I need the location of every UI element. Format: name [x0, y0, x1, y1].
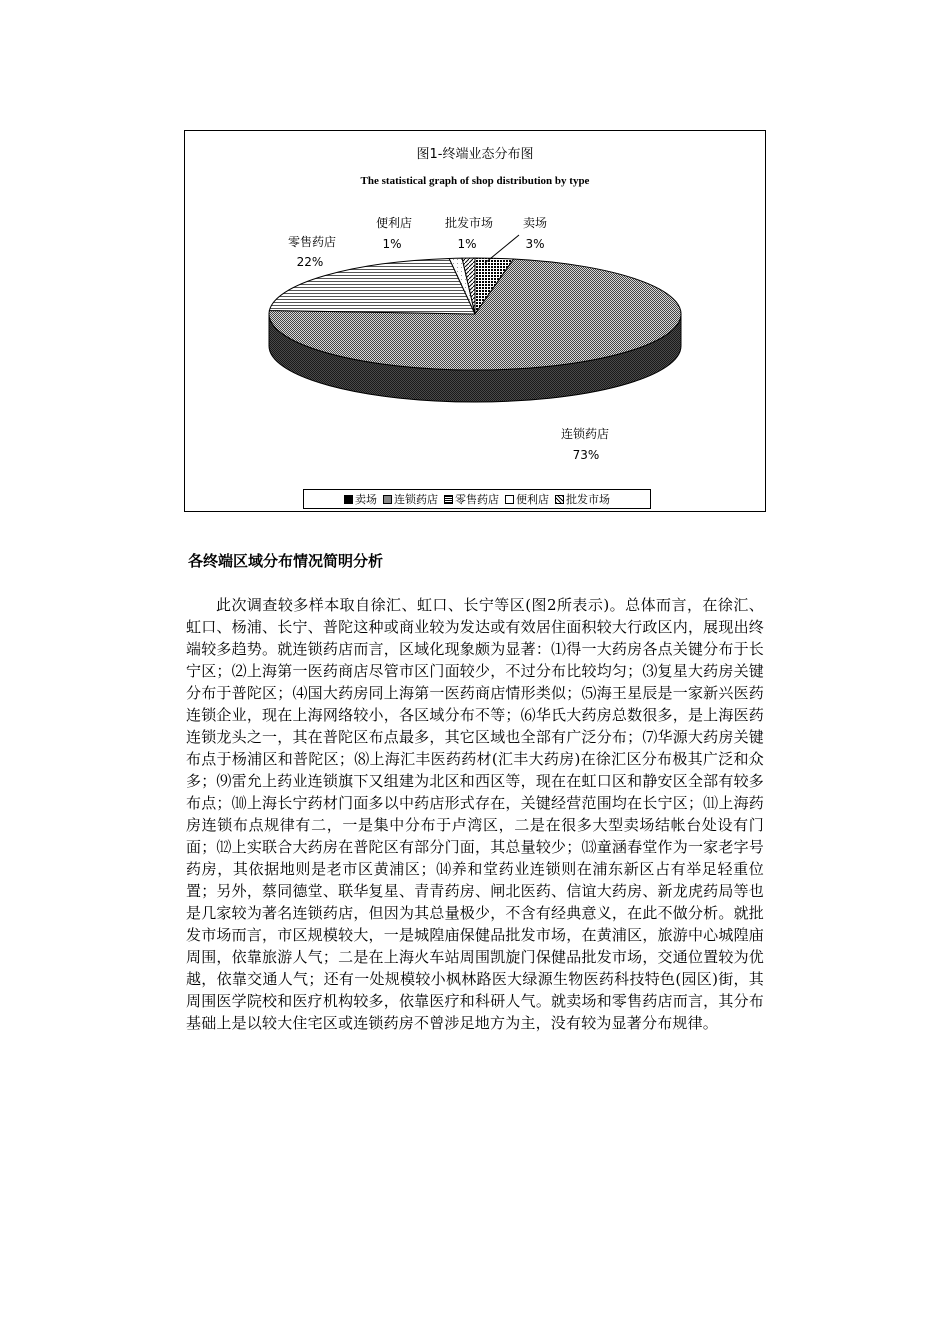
slice-label-wholesale: 批发市场: [444, 216, 494, 230]
legend-label-mall: 卖场: [355, 493, 377, 506]
pie-slices: [269, 258, 681, 370]
slice-value-chain: 73%: [572, 448, 600, 462]
slice-value-wholesale: 1%: [457, 237, 477, 251]
chart-legend: [303, 489, 651, 509]
legend-item-wholesale: [555, 491, 610, 507]
chart-subtitle: The statistical graph of shop distribution by type: [360, 175, 590, 187]
legend-label-chain: 连锁药店: [394, 493, 438, 506]
legend-swatch-mall: [344, 495, 353, 504]
legend-swatch-retail: [444, 495, 453, 504]
legend-item-mall: [344, 491, 377, 507]
label-convenience-store: [376, 215, 412, 251]
pie-chart: [185, 131, 765, 511]
slice-label-mall: 卖场: [522, 216, 548, 230]
slice-value-convenience: 1%: [382, 237, 402, 251]
pie-chart-figure: [184, 130, 766, 512]
slice-label-chain: 连锁药店: [560, 427, 610, 441]
label-wholesale-market: [445, 215, 493, 251]
body-paragraph: 此次调查较多样本取自徐汇、虹口、长宁等区(图2所表示)。总体而言，在徐汇、虹口、杨浦、长宁、普陀这种或商业较为发达或有效居住面积较大行政区内，展现出终端较多趋势。就连锁药店而言，区域化现象颇为显著：⑴得一大药房各点关键分布于长宁区；⑵上海第一医药商店尽管市区门面较少，不过分布比较均匀；⑶复星大药房关键分布于普陀区；⑷国大药房同上海第一医药商店情形类似；⑸海王星辰是一家新兴医药连锁企业，现在上海网络较小，各区域分布不等；⑹华氏大药房总数很多，是上海医药连锁龙头之一，其在普陀区布点最多，其它区域也全部有广泛分布；⑺华源大药房关键布点于杨浦区和普陀区；⑻上海汇丰医药药材(汇丰大药房)在徐汇区分布极其广泛和众多；⑼雷允上药业连锁旗下又组建为北区和西区等，现在在虹口区和静安区全部有较多布点；⑽上海长宁药材门面多以中药店形式存在，关键经营范围均在长宁区；⑾上海药房连锁布点规律有二，一是集中分布于卢湾区，二是在很多大型卖场结帐台处设有门面；⑿上实联合大药房在普陀区有部分门面，其总量较少；⒀童涵春堂作为一家老字号药房，其依据地则是老市区黄浦区；⒁养和堂药业连锁则在浦东新区占有举足轻重位置；另外，蔡同德堂、联华复星、青青药房、闸北医药、信谊大药房、新龙虎药局等也是几家较为著名连锁药店，但因为其总量极少，不含有经典意义，在此不做分析。就批发市场而言，市区规模较大，一是城隍庙保健品批发市场，在黄浦区，旅游中心城隍庙周围，依靠旅游人气；二是在上海火车站周围凯旋门保健品批发市场，交通位置较为优越，依靠交通人气；还有一处规模较小枫林路医大绿源生物医药科技特色(园区)街，其周围医学院校和医疗机构较多，依靠医疗和科研人气。就卖场和零售药店而言，其分布基础上是以较大住宅区或连锁药房不曾涉足地方为主，没有较为显著分布规律。: [186, 596, 764, 1032]
legend-item-retail: [444, 491, 499, 507]
legend-swatch-chain: [383, 495, 392, 504]
slice-value-retail: 22%: [296, 255, 324, 269]
label-mall: [523, 215, 547, 251]
legend-swatch-convenience: [505, 495, 514, 504]
legend-label-retail: 零售药店: [455, 493, 499, 506]
chart-title: 图1-终端业态分布图: [416, 147, 534, 162]
legend-item-chain: [383, 491, 438, 507]
slice-label-retail: 零售药店: [287, 235, 337, 249]
legend-label-convenience: 便利店: [516, 493, 549, 506]
legend-label-wholesale: 批发市场: [566, 493, 610, 506]
legend-swatch-wholesale: [555, 495, 564, 504]
slice-label-convenience: 便利店: [375, 216, 413, 230]
legend-item-convenience: [505, 491, 549, 507]
label-chain-pharmacy: [561, 426, 609, 462]
label-retail-pharmacy: [288, 234, 336, 269]
slice-value-mall: 3%: [525, 237, 545, 251]
section-heading: 各终端区域分布情况简明分析: [188, 552, 384, 570]
